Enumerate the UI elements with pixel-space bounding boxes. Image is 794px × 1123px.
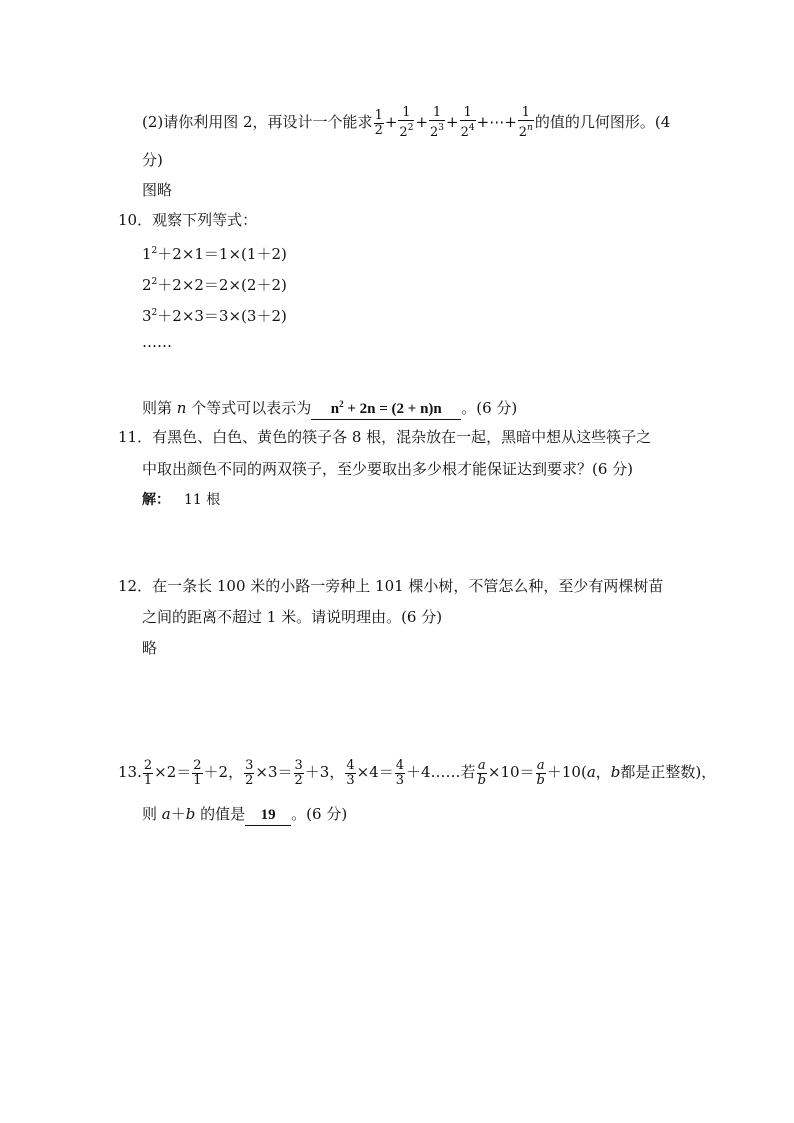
q10-ellipsis: ……: [142, 333, 172, 351]
q11-solution: [142, 490, 220, 510]
q9-suffix: 的值的几何图形。(4: [534, 113, 671, 131]
q10-equation-1: $1^2+2\times 1=1\times(1+2)$: [142, 245, 287, 263]
q13-answer-blank: 19: [245, 805, 291, 826]
fraction-1-2pow3: $\frac{1}{2^3}$: [430, 105, 445, 140]
q12-line2: 之间的距离不超过 1 米。请说明理由。(6 分): [142, 608, 443, 626]
q10-conclusion: 则第 n 个等式可以表示为 $n^2 + 2n = (2 + n)n$ 。(6 分): [142, 394, 517, 420]
q9-answer: 图略: [142, 181, 173, 199]
fraction-1-2pow4: $\frac{1}{2^4}$: [460, 105, 475, 140]
q9-part2-line2: 分): [142, 151, 163, 169]
q12-line1: 12．在一条长 100 米的小路一旁种上 101 棵小树，不管怎么种，至少有两棵树苗: [118, 577, 664, 595]
q11-line2: 中取出颜色不同的两双筷子，至少要取出多少根才能保证达到要求？(6 分): [142, 460, 634, 478]
fraction-1-2pown: $\frac{1}{2^n}$: [518, 105, 533, 140]
q10-equation-3: $3^2+2\times 3=3\times(3+2)$: [142, 307, 287, 325]
q12-answer: 略: [142, 639, 158, 657]
q13-line2: 则 a＋b 的值是 19 。(6 分): [142, 804, 347, 826]
q10-equation-2: $2^2+2\times 2=2\times(2+2)$: [142, 276, 287, 294]
q11-answer: 11 根: [184, 492, 221, 508]
q11-solution-label: 解：: [142, 492, 170, 508]
q9-prefix: (2)请你利用图 2，再设计一个能求: [142, 113, 373, 131]
fraction-1-2pow2: $\frac{1}{2^2}$: [399, 105, 414, 140]
q11-line1: 11．有黑色、白色、黄色的筷子各 8 根，混杂放在一起，黑暗中想从这些筷子之: [118, 428, 652, 446]
q10-answer-blank: $n^2 + 2n = (2 + n)n$: [311, 394, 461, 420]
q10-title: 10．观察下列等式：: [118, 211, 258, 229]
q9-part2-line1: (2)请你利用图 2，再设计一个能求 $\frac{1}{2}$ + $\frac{1}{2^2}$ + $\frac{1}{2^3}$ + $\frac{1}{2^4}$ +⋯+ $\frac{1}{2^n}$ 的值的几何图形。(4: [142, 105, 671, 140]
fraction-1-2: $\frac{1}{2}$: [374, 107, 383, 138]
q13-line1: 13. $\frac{2}{1}$ ×2＝ $\frac{2}{1}$ ＋2， $\frac{3}{2}$ ×3＝ $\frac{3}{2}$ ＋3， $\frac{4}{3}$ ×4＝ $\frac{4}{3}$ ＋4……若 $\frac{a}{b}$ ×10＝ $\frac{a}{b}$ ＋10(a，b都是正整数)，: [118, 757, 717, 788]
